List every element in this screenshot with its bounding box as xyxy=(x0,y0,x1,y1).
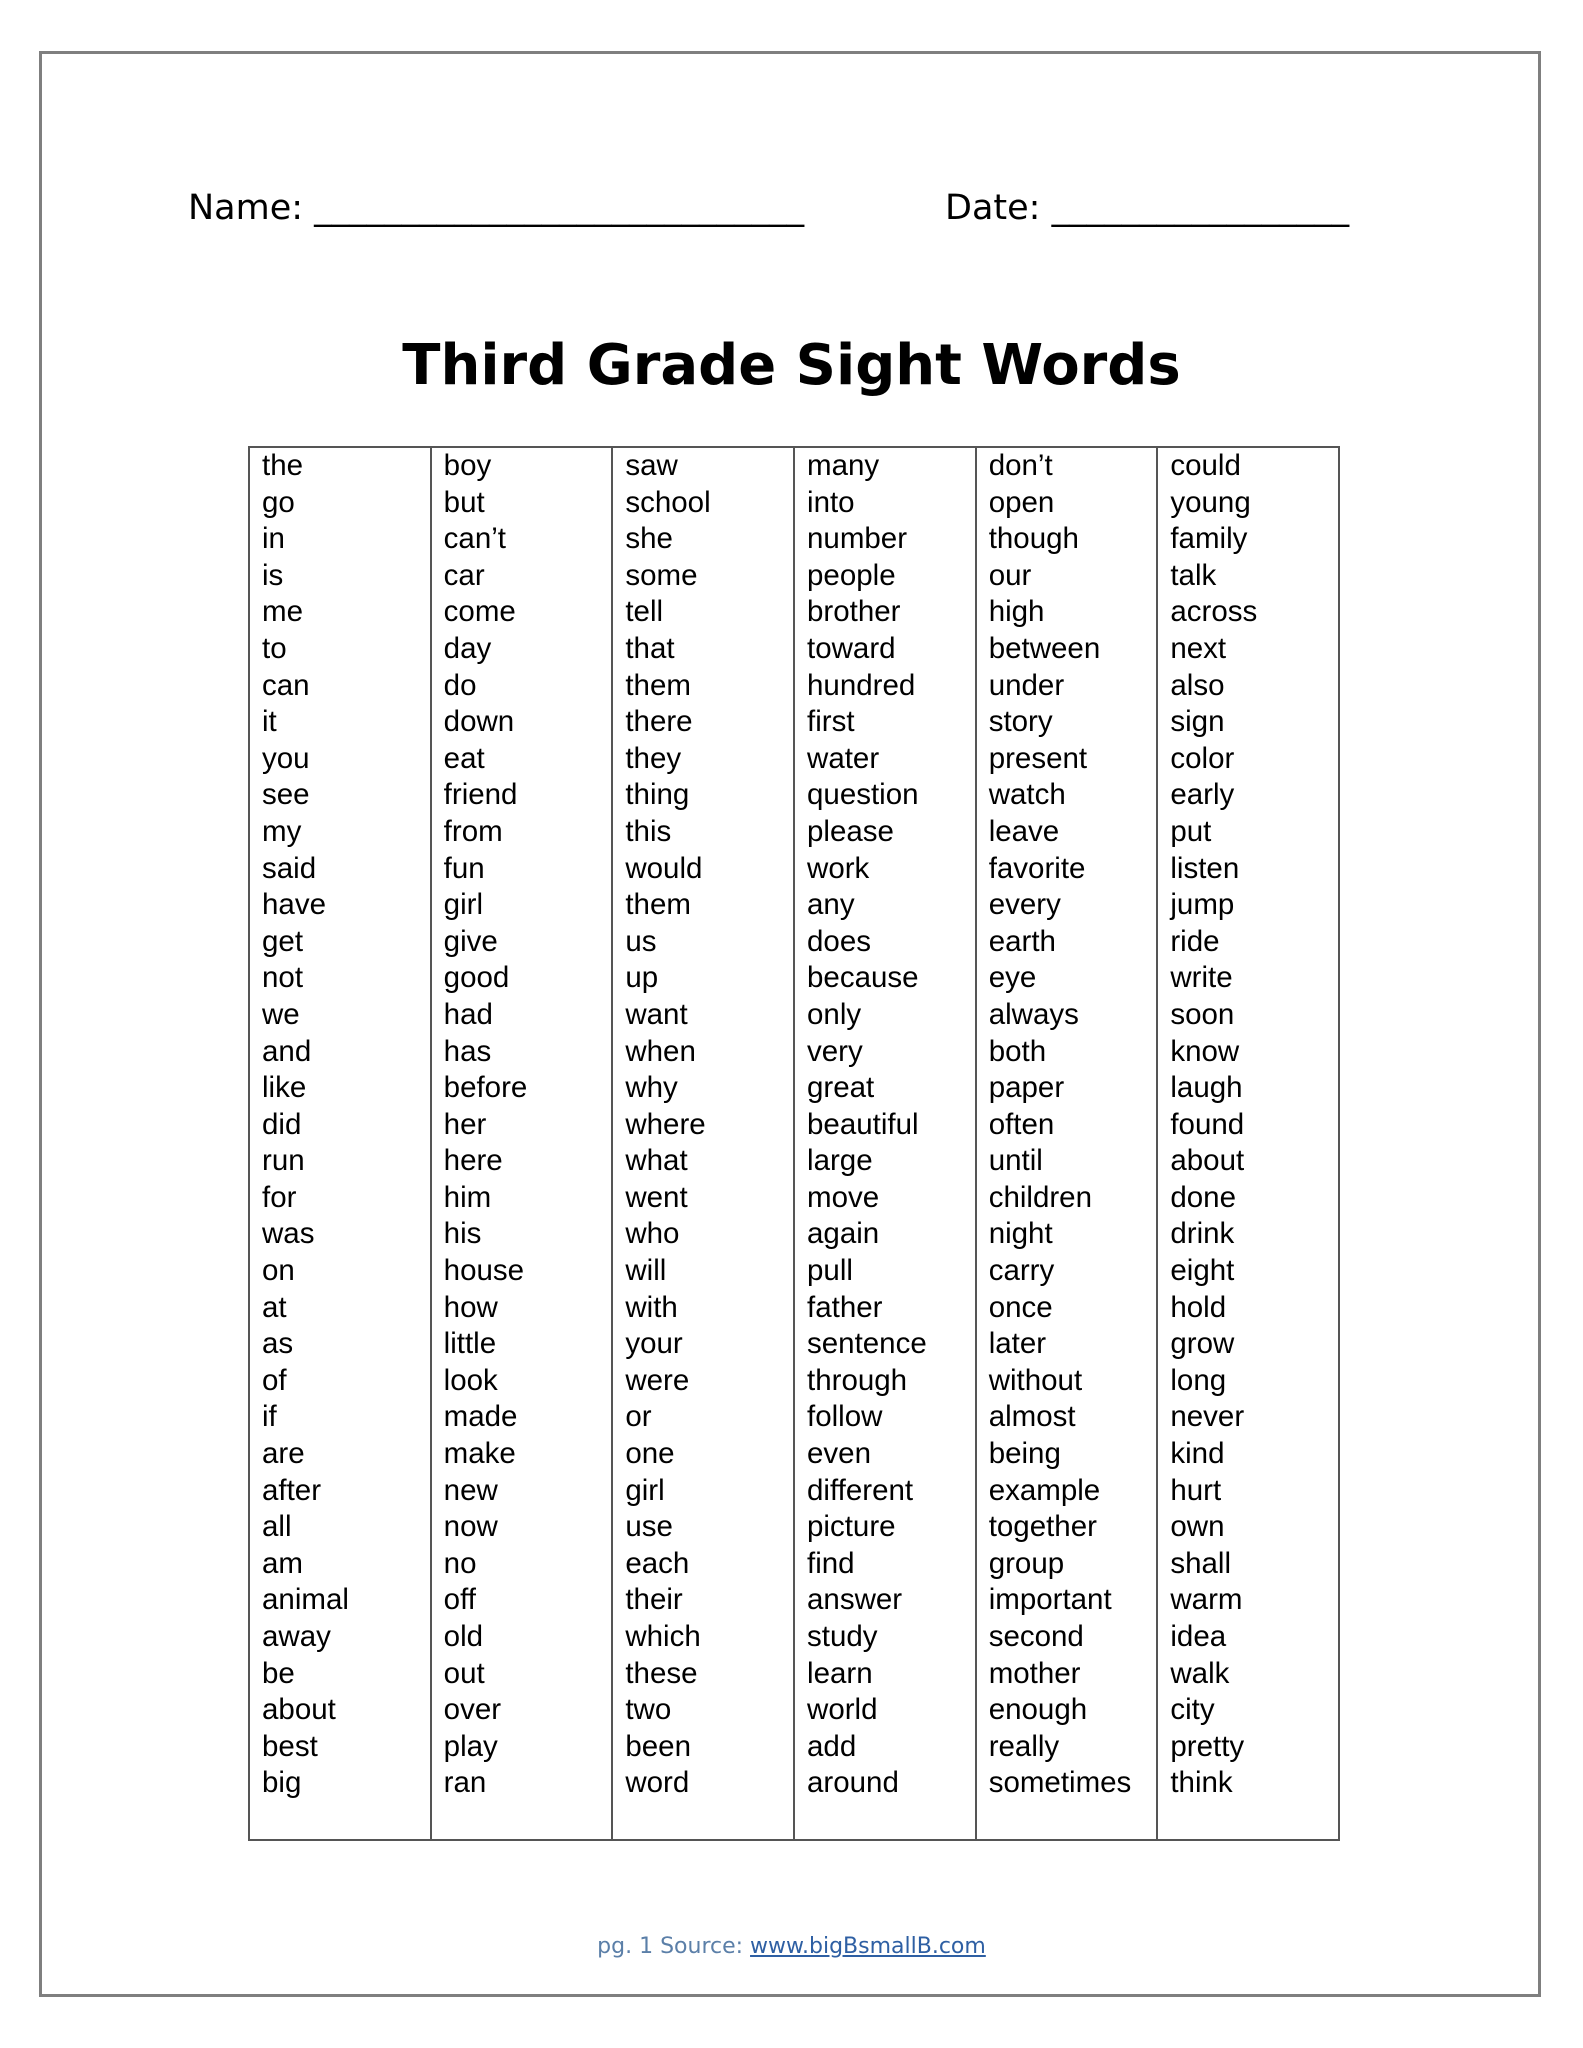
sight-word: without xyxy=(988,1363,1083,1397)
sight-word: sometimes xyxy=(988,1766,1132,1800)
sight-word: every xyxy=(988,888,1061,922)
sight-word: your xyxy=(625,1327,683,1361)
sight-word: now xyxy=(443,1510,498,1544)
sight-word: though xyxy=(988,522,1079,556)
sight-word: thing xyxy=(625,778,690,812)
sight-word: sentence xyxy=(807,1327,927,1361)
sight-word: how xyxy=(443,1290,498,1324)
sight-word: idea xyxy=(1170,1620,1227,1653)
sight-word: about xyxy=(1170,1144,1245,1178)
sight-word: girl xyxy=(625,1473,665,1507)
sight-word: new xyxy=(443,1473,498,1507)
sight-word: story xyxy=(988,705,1053,739)
sight-word: but xyxy=(443,485,485,519)
sight-word: make xyxy=(443,1437,516,1471)
sight-word: girl xyxy=(443,888,484,922)
sight-word: see xyxy=(262,778,310,812)
sight-word: very xyxy=(807,1034,863,1068)
sight-word: off xyxy=(443,1583,476,1617)
sight-word: even xyxy=(807,1437,871,1471)
sight-word: laugh xyxy=(1170,1071,1243,1105)
sight-word: will xyxy=(625,1254,667,1288)
sight-word: between xyxy=(988,631,1101,665)
word-column xyxy=(975,448,1157,1839)
sight-word: friend xyxy=(443,778,518,812)
sight-word: him xyxy=(443,1180,492,1214)
sight-word: after xyxy=(262,1473,322,1507)
sight-word: good xyxy=(443,961,510,995)
sight-word: to xyxy=(262,631,287,665)
sight-word: made xyxy=(443,1400,518,1434)
sight-word: before xyxy=(443,1071,528,1105)
sight-word: his xyxy=(443,1217,482,1251)
sight-word: tell xyxy=(625,595,664,629)
sight-word: their xyxy=(625,1583,683,1617)
sight-word: until xyxy=(988,1144,1043,1178)
sight-word: together xyxy=(988,1510,1097,1544)
sight-word: in xyxy=(262,522,285,556)
sight-word: because xyxy=(807,961,919,995)
sight-word: later xyxy=(988,1327,1047,1361)
sight-word: play xyxy=(443,1729,498,1763)
sight-word: listen xyxy=(1170,851,1240,885)
sight-word: get xyxy=(262,924,304,958)
sight-word: no xyxy=(443,1546,477,1580)
sight-word: did xyxy=(262,1107,302,1141)
word-column xyxy=(1156,448,1338,1839)
sight-word: over xyxy=(443,1693,502,1727)
sight-word: with xyxy=(625,1290,678,1324)
sight-word: example xyxy=(988,1473,1101,1507)
sight-word: go xyxy=(262,485,295,519)
sight-word: give xyxy=(443,924,498,958)
sight-word: best xyxy=(262,1729,318,1763)
sight-word: her xyxy=(443,1107,487,1141)
sight-word: want xyxy=(625,997,688,1031)
sight-word: young xyxy=(1170,485,1251,519)
sight-word: group xyxy=(988,1546,1065,1580)
sight-word: hundred xyxy=(807,668,916,702)
sight-word: walk xyxy=(1170,1656,1230,1690)
sight-word: old xyxy=(443,1620,484,1653)
sight-word: been xyxy=(625,1729,691,1763)
sight-word: favorite xyxy=(988,851,1086,885)
sight-word: when xyxy=(625,1034,696,1068)
sight-word: write xyxy=(1170,961,1233,995)
sight-word: you xyxy=(262,741,310,775)
sight-word: eye xyxy=(988,961,1037,995)
sight-word: follow xyxy=(807,1400,883,1434)
sight-word: night xyxy=(988,1217,1053,1251)
sight-word: house xyxy=(443,1254,525,1288)
date-line: Date: _________________ xyxy=(945,188,1350,228)
sight-word: why xyxy=(625,1071,678,1105)
sight-word: grow xyxy=(1170,1327,1235,1361)
sight-word: work xyxy=(807,851,870,885)
sight-word: come xyxy=(443,595,516,629)
sight-word: saw xyxy=(625,449,678,482)
sight-word: find xyxy=(807,1546,855,1580)
sight-word: me xyxy=(262,595,303,629)
sight-word: beautiful xyxy=(807,1107,919,1141)
sight-word: people xyxy=(807,558,896,592)
sight-word: warm xyxy=(1170,1583,1243,1617)
sight-word: at xyxy=(262,1290,287,1324)
sight-word: paper xyxy=(988,1071,1065,1105)
sight-word: hurt xyxy=(1170,1473,1222,1507)
sight-word: are xyxy=(262,1437,305,1471)
sight-word: watch xyxy=(988,778,1066,812)
sight-word: as xyxy=(262,1327,294,1361)
sight-word: done xyxy=(1170,1180,1236,1214)
sight-word: present xyxy=(988,741,1088,775)
sight-word: these xyxy=(625,1656,698,1690)
sight-word: never xyxy=(1170,1400,1245,1434)
word-column xyxy=(611,448,793,1839)
sight-word: is xyxy=(262,558,284,592)
sight-word: like xyxy=(262,1071,307,1105)
sight-word: be xyxy=(262,1656,295,1690)
sight-word: eight xyxy=(1170,1254,1235,1288)
sight-word: large xyxy=(807,1144,873,1178)
sight-word: really xyxy=(988,1729,1060,1763)
sight-word: car xyxy=(443,558,485,592)
sight-word: the xyxy=(262,449,304,482)
sight-word: important xyxy=(988,1583,1112,1617)
sight-word: what xyxy=(625,1144,688,1178)
sight-word: it xyxy=(262,705,277,739)
sight-word: eat xyxy=(443,741,485,775)
sight-word: family xyxy=(1170,522,1248,556)
sight-word: put xyxy=(1170,814,1212,848)
sight-word: where xyxy=(625,1107,706,1141)
sight-word: second xyxy=(988,1620,1084,1653)
page-title: Third Grade Sight Words xyxy=(402,333,1181,398)
sight-word: use xyxy=(625,1510,673,1544)
sight-word: from xyxy=(443,814,503,848)
sight-word: my xyxy=(262,814,302,848)
sight-word: and xyxy=(262,1034,312,1068)
sight-word: big xyxy=(262,1766,302,1800)
sight-word: each xyxy=(625,1546,690,1580)
sight-word: ran xyxy=(443,1766,487,1800)
sight-word: two xyxy=(625,1693,672,1727)
sight-word: can xyxy=(262,668,310,702)
sight-word: enough xyxy=(988,1693,1088,1727)
sight-word: does xyxy=(807,924,871,958)
sight-word: always xyxy=(988,997,1079,1031)
sight-word: out xyxy=(443,1656,485,1690)
sight-word: one xyxy=(625,1437,675,1471)
sight-word: this xyxy=(625,814,672,848)
sight-word: under xyxy=(988,668,1065,702)
sight-word: or xyxy=(625,1400,652,1434)
sight-word: often xyxy=(988,1107,1055,1141)
sight-word: look xyxy=(443,1363,498,1397)
sight-word: word xyxy=(625,1766,690,1800)
sight-word: into xyxy=(807,485,855,519)
sight-word: would xyxy=(625,851,703,885)
sight-word: world xyxy=(807,1693,878,1727)
sight-word: was xyxy=(262,1217,315,1251)
sight-word: next xyxy=(1170,631,1227,665)
sight-word: being xyxy=(988,1437,1061,1471)
sight-word: little xyxy=(443,1327,497,1361)
sight-word: she xyxy=(625,522,673,556)
sight-word: children xyxy=(988,1180,1092,1214)
sight-word: said xyxy=(262,851,317,885)
sight-word: we xyxy=(262,997,300,1031)
sight-word: boy xyxy=(443,449,492,482)
sight-word: water xyxy=(807,741,880,775)
sight-word: leave xyxy=(988,814,1060,848)
sight-word: down xyxy=(443,705,515,739)
footer xyxy=(0,1934,1583,1959)
sight-word: answer xyxy=(807,1583,903,1617)
sight-word: number xyxy=(807,522,908,556)
sight-word: again xyxy=(807,1217,880,1251)
sight-word: went xyxy=(625,1180,688,1214)
sight-word: great xyxy=(807,1071,875,1105)
sight-word: all xyxy=(262,1510,292,1544)
sight-word: that xyxy=(625,631,675,665)
name-line: Name: ____________________________ xyxy=(188,188,805,228)
sight-word: know xyxy=(1170,1034,1240,1068)
sight-word: brother xyxy=(807,595,901,629)
sight-word: own xyxy=(1170,1510,1225,1544)
sight-word: different xyxy=(807,1473,914,1507)
sight-word: toward xyxy=(807,631,896,665)
sight-word: talk xyxy=(1170,558,1217,592)
sight-word: drink xyxy=(1170,1217,1235,1251)
sight-word: shall xyxy=(1170,1546,1232,1580)
sight-word: us xyxy=(625,924,657,958)
sight-word: had xyxy=(443,997,493,1031)
sight-word: not xyxy=(262,961,304,995)
sight-word: do xyxy=(443,668,477,702)
sight-word: mother xyxy=(988,1656,1081,1690)
sight-word: can’t xyxy=(443,522,506,556)
sight-word: run xyxy=(262,1144,305,1178)
sight-word: jump xyxy=(1170,888,1235,922)
word-column xyxy=(793,448,975,1839)
sight-word: first xyxy=(807,705,855,739)
sight-word: who xyxy=(625,1217,680,1251)
sight-word: across xyxy=(1170,595,1258,629)
sight-word: both xyxy=(988,1034,1047,1068)
sight-word: have xyxy=(262,888,326,922)
sight-word: earth xyxy=(988,924,1056,958)
sight-word: learn xyxy=(807,1656,873,1690)
sight-word: soon xyxy=(1170,997,1235,1031)
sight-word: has xyxy=(443,1034,492,1068)
sight-word: here xyxy=(443,1144,503,1178)
sight-word: up xyxy=(625,961,659,995)
sight-word: also xyxy=(1170,668,1225,702)
sight-word: move xyxy=(807,1180,880,1214)
sight-word: on xyxy=(262,1254,295,1288)
sight-word: kind xyxy=(1170,1437,1225,1471)
sight-word: through xyxy=(807,1363,908,1397)
sight-word: question xyxy=(807,778,919,812)
sight-word: father xyxy=(807,1290,883,1324)
sight-word: school xyxy=(625,485,711,519)
sight-words-table xyxy=(248,446,1340,1841)
footer-source-prefix: pg. 1 Source: xyxy=(597,1934,751,1959)
sight-word: fun xyxy=(443,851,485,885)
sight-word: them xyxy=(625,668,691,702)
sight-word: ride xyxy=(1170,924,1220,958)
sight-word: color xyxy=(1170,741,1235,775)
sight-word: pretty xyxy=(1170,1729,1245,1763)
sight-word: study xyxy=(807,1620,878,1653)
sight-word: day xyxy=(443,631,492,665)
sight-word: for xyxy=(262,1180,297,1214)
sight-word: am xyxy=(262,1546,303,1580)
sight-word: almost xyxy=(988,1400,1076,1434)
sight-word: once xyxy=(988,1290,1053,1324)
sight-word: some xyxy=(625,558,698,592)
sight-word: high xyxy=(988,595,1045,629)
sight-word: don’t xyxy=(988,449,1053,482)
sight-word: long xyxy=(1170,1363,1227,1397)
sight-word: away xyxy=(262,1620,331,1653)
sight-word: which xyxy=(625,1620,701,1653)
sight-word: pull xyxy=(807,1254,853,1288)
sight-word: around xyxy=(807,1766,899,1800)
sight-word: only xyxy=(807,997,862,1031)
sight-word: hold xyxy=(1170,1290,1227,1324)
sight-word: found xyxy=(1170,1107,1245,1141)
word-column xyxy=(250,448,430,1839)
sight-word: add xyxy=(807,1729,857,1763)
sight-word: our xyxy=(988,558,1032,592)
sight-word: open xyxy=(988,485,1055,519)
sight-word: please xyxy=(807,814,894,848)
source-link[interactable]: www.bigBsmallB.com xyxy=(750,1934,986,1959)
sight-word: of xyxy=(262,1363,287,1397)
sight-word: about xyxy=(262,1693,336,1727)
sight-word: think xyxy=(1170,1766,1233,1800)
sight-word: they xyxy=(625,741,682,775)
sight-word: many xyxy=(807,449,880,482)
sight-word: if xyxy=(262,1400,277,1434)
sight-word: carry xyxy=(988,1254,1055,1288)
sight-word: early xyxy=(1170,778,1235,812)
sight-word: there xyxy=(625,705,693,739)
sight-word: sign xyxy=(1170,705,1225,739)
sight-word: picture xyxy=(807,1510,896,1544)
sight-word: them xyxy=(625,888,691,922)
sight-word: animal xyxy=(262,1583,349,1617)
sight-word: were xyxy=(625,1363,690,1397)
word-column xyxy=(430,448,612,1839)
sight-word: could xyxy=(1170,449,1241,482)
sight-word: any xyxy=(807,888,855,922)
sight-word: city xyxy=(1170,1693,1215,1727)
